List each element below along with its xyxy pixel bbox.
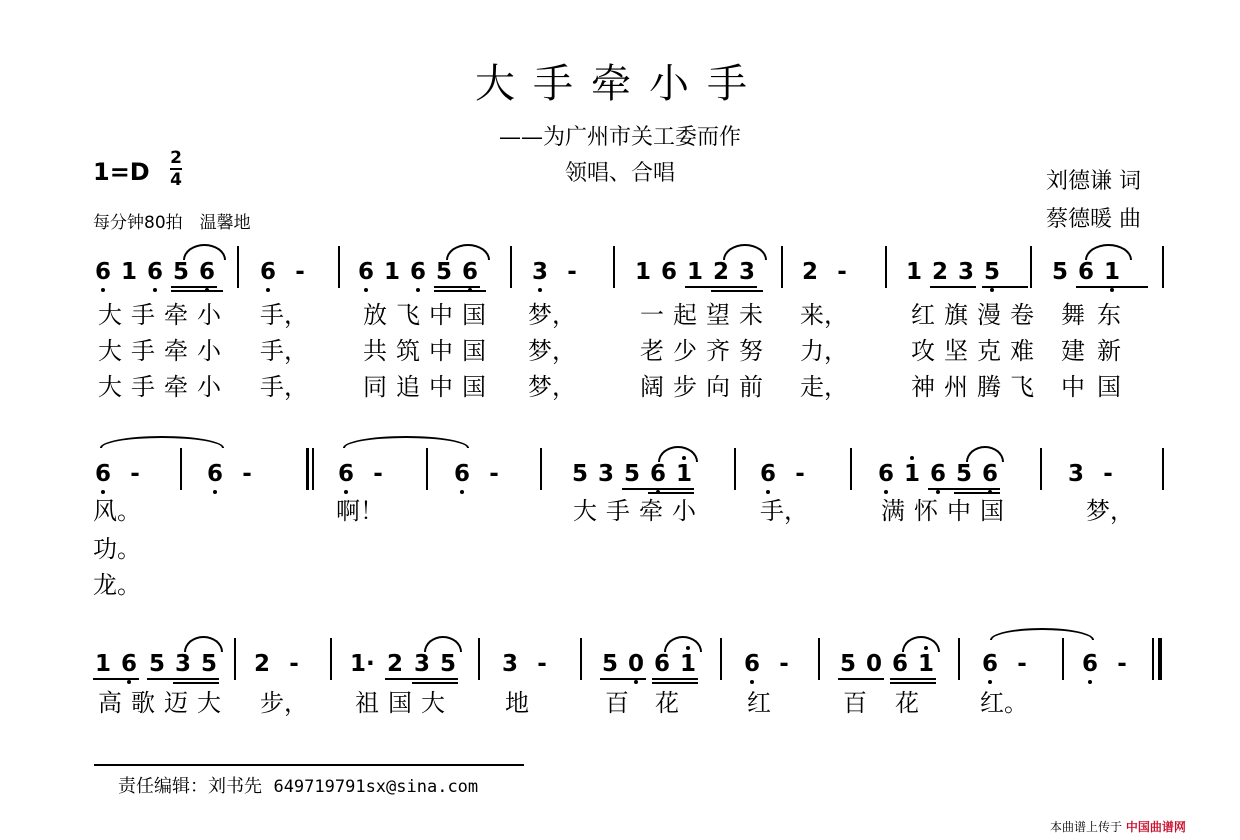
lyric-char: 花 — [895, 689, 919, 717]
lyric-char: 红 — [747, 689, 771, 717]
beam — [1076, 286, 1148, 288]
note: - — [1017, 651, 1027, 677]
lyric-char: 同 — [363, 373, 387, 401]
note: - — [373, 461, 383, 487]
lyric-char: 大 — [98, 337, 122, 365]
lyric-char: 一 — [640, 301, 664, 329]
note: 0 — [627, 651, 644, 677]
note: 6 — [1081, 651, 1098, 677]
lyric-char: 州 — [944, 373, 968, 401]
note: 6 — [120, 651, 137, 677]
lyric-char: 国 — [462, 373, 486, 401]
barline — [1040, 448, 1042, 490]
note: 6 — [259, 259, 276, 285]
barline — [885, 246, 887, 288]
slur — [446, 244, 490, 260]
note: 6 — [206, 461, 223, 487]
note: 5 — [1051, 259, 1068, 285]
lyric-char: 漫 — [977, 301, 1001, 329]
note: - — [567, 259, 577, 285]
note: 6 — [409, 259, 426, 285]
note: 1 — [120, 259, 137, 285]
lyric-char: 手 — [131, 301, 155, 329]
barline — [330, 638, 332, 680]
lyric-char: 高 — [98, 689, 122, 717]
note: 1 — [679, 651, 696, 677]
lyric-char: 新 — [1097, 337, 1121, 365]
beam — [890, 678, 936, 680]
note: 5 — [172, 259, 189, 285]
note: - — [130, 461, 140, 487]
beam — [954, 492, 1000, 494]
lyric-char: 牵 — [639, 497, 663, 525]
tempo-marking: 每分钟80拍 温馨地 — [93, 213, 251, 233]
note: 5 — [439, 651, 456, 677]
note: 6 — [146, 259, 163, 285]
note: 6 — [981, 651, 998, 677]
slur — [100, 436, 224, 448]
note: 5 — [435, 259, 452, 285]
slur — [1085, 244, 1132, 260]
lyric-char: 小 — [197, 337, 221, 365]
lyric-char: 牵 — [164, 337, 188, 365]
lyric-char: 追 — [396, 373, 420, 401]
note: 2 — [931, 259, 948, 285]
note: - — [242, 461, 252, 487]
lyric-char: 国 — [388, 689, 412, 717]
note: 2 — [386, 651, 403, 677]
beam — [890, 682, 936, 684]
barline — [1162, 448, 1164, 490]
slur — [343, 436, 469, 448]
barline — [426, 448, 428, 490]
lyric-char: 力， — [800, 337, 848, 365]
lyric-char: 祖 — [355, 689, 379, 717]
beam — [711, 290, 763, 292]
note: 6 — [653, 651, 670, 677]
lyric-char: 难 — [1010, 337, 1034, 365]
beam — [648, 492, 694, 494]
final-barline — [1152, 638, 1154, 680]
lyric-char: 东 — [1097, 301, 1121, 329]
note: 5 — [148, 651, 165, 677]
lyric-char: 手 — [131, 337, 155, 365]
note: 6 — [649, 461, 666, 487]
lyric-char: 龙。 — [93, 571, 141, 599]
lyric-char: 中 — [947, 497, 971, 525]
lyric-char: 手， — [760, 497, 808, 525]
note: 3 — [1067, 461, 1084, 487]
note: 2 — [712, 259, 729, 285]
note: 6 — [357, 259, 374, 285]
lyric-char: 怀 — [914, 497, 938, 525]
note: 6 — [461, 259, 478, 285]
lyric-char: 百 — [843, 689, 867, 717]
note: 6 — [759, 461, 776, 487]
beam — [685, 286, 757, 288]
lyric-char: 坚 — [944, 337, 968, 365]
note: 1 — [94, 651, 111, 677]
performance-form: 领唱、合唱 — [564, 161, 675, 186]
lyric-char: 风。 — [93, 497, 141, 525]
lyric-char: 手 — [131, 373, 155, 401]
lyric-char: 梦， — [528, 301, 576, 329]
lyric-char: 腾 — [977, 373, 1001, 401]
lyric-char: 中 — [429, 337, 453, 365]
barline — [338, 246, 340, 288]
beam — [173, 682, 219, 684]
note: 5 — [571, 461, 588, 487]
barline — [781, 246, 783, 288]
barline — [958, 638, 960, 680]
lyric-char: 牵 — [164, 301, 188, 329]
lyric-char: 小 — [197, 301, 221, 329]
barline — [180, 448, 182, 490]
barline — [478, 638, 480, 680]
site-logo: 中国曲谱网 — [1125, 820, 1186, 834]
lyric-char: 建 — [1061, 337, 1085, 365]
editor-email: 649719791sx@sina.com — [273, 777, 479, 797]
note: 2 — [801, 259, 818, 285]
lyric-char: 大 — [197, 689, 221, 717]
barline — [613, 246, 615, 288]
slur — [723, 244, 767, 260]
lyric-char: 来， — [800, 301, 848, 329]
lyric-char: 阔 — [640, 373, 664, 401]
lyric-char: 筑 — [396, 337, 420, 365]
note: 6 — [453, 461, 470, 487]
lyric-char: 走， — [800, 373, 848, 401]
beam — [930, 286, 976, 288]
note: - — [295, 259, 305, 285]
editor-label: 责任编辑：刘书先 — [118, 776, 262, 797]
lyric-char: 步， — [260, 689, 308, 717]
lyricist-credit: 刘德谦 词 — [1046, 169, 1141, 194]
lyric-char: 前 — [739, 373, 763, 401]
lyric-char: 起 — [673, 301, 697, 329]
lyric-char: 向 — [706, 373, 730, 401]
lyric-char: 手 — [606, 497, 630, 525]
note: 3 — [501, 651, 518, 677]
lyric-char: 手， — [260, 337, 308, 365]
lyric-char: 国 — [980, 497, 1004, 525]
note: 1 — [1103, 259, 1120, 285]
lyric-char: 国 — [1097, 373, 1121, 401]
slur — [424, 636, 462, 652]
slur — [664, 636, 702, 652]
time-signature — [168, 148, 184, 190]
beam — [93, 678, 139, 680]
note: 1 — [383, 259, 400, 285]
barline — [540, 448, 542, 490]
lyric-char: 梦， — [1086, 497, 1134, 525]
slur — [902, 636, 940, 652]
lyric-char: 中 — [429, 373, 453, 401]
editor-credit — [118, 772, 478, 798]
beam — [652, 682, 698, 684]
barline — [1162, 246, 1164, 288]
lyric-char: 啊！ — [336, 497, 384, 525]
barline — [818, 638, 820, 680]
note: 2 — [253, 651, 270, 677]
lyric-char: 齐 — [706, 337, 730, 365]
barline — [850, 448, 852, 490]
note: 5 — [839, 651, 856, 677]
lyric-char: 牵 — [164, 373, 188, 401]
note: - — [1117, 651, 1127, 677]
barline — [234, 638, 236, 680]
lyric-char: 中 — [1061, 373, 1085, 401]
lyric-char: 红。 — [980, 689, 1028, 717]
lyric-char: 步 — [673, 373, 697, 401]
note: 1 — [917, 651, 934, 677]
note: 5 — [623, 461, 640, 487]
beam — [434, 286, 480, 288]
lyric-char: 国 — [462, 301, 486, 329]
note: 6 — [198, 259, 215, 285]
beam — [412, 682, 458, 684]
note: 6 — [94, 259, 111, 285]
time-signature-bottom: 4 — [170, 170, 182, 190]
note: 1 — [903, 461, 920, 487]
note: 6 — [660, 259, 677, 285]
barline — [237, 246, 239, 288]
beam — [928, 488, 1000, 490]
lyric-char: 手， — [260, 373, 308, 401]
lyric-char: 努 — [739, 337, 763, 365]
lyric-char: 飞 — [396, 301, 420, 329]
lyric-char: 功。 — [93, 535, 141, 563]
lyric-char: 满 — [881, 497, 905, 525]
composer-credit: 蔡德暖 曲 — [1046, 207, 1141, 232]
lyric-char: 大 — [98, 301, 122, 329]
lyric-char: 共 — [363, 337, 387, 365]
note: 3 — [174, 651, 191, 677]
barline — [1062, 638, 1064, 680]
lyric-char: 地 — [505, 689, 529, 717]
lyric-char: 迈 — [164, 689, 188, 717]
slur — [966, 446, 1004, 462]
beam — [982, 286, 1028, 288]
note: 5 — [983, 259, 1000, 285]
beam — [434, 290, 486, 292]
slur — [184, 636, 223, 652]
beam — [652, 678, 698, 680]
note: 6 — [743, 651, 760, 677]
lyric-char: 老 — [640, 337, 664, 365]
note: 3 — [531, 259, 548, 285]
score-title: 大手牵小手 — [475, 61, 765, 107]
beam — [838, 678, 884, 680]
upload-label: 本曲谱上传于 — [1050, 820, 1123, 834]
lyric-char: 舞 — [1061, 301, 1085, 329]
lyric-char: 歌 — [131, 689, 155, 717]
barline — [510, 246, 512, 288]
lyric-char: 红 — [911, 301, 935, 329]
lyric-char: 百 — [605, 689, 629, 717]
note: 1 — [634, 259, 651, 285]
lyric-char: 大 — [573, 497, 597, 525]
note: 6 — [337, 461, 354, 487]
barline — [734, 448, 736, 490]
lyric-char: 大 — [421, 689, 445, 717]
beam — [600, 678, 646, 680]
lyric-char: 旗 — [944, 301, 968, 329]
beam — [171, 290, 223, 292]
slur — [183, 244, 226, 260]
note: 1 — [905, 259, 922, 285]
lyric-char: 未 — [739, 301, 763, 329]
note: 0 — [865, 651, 882, 677]
lyric-char: 卷 — [1010, 301, 1034, 329]
note: 1 — [686, 259, 703, 285]
upload-credit — [1050, 818, 1186, 835]
note: 5 — [955, 461, 972, 487]
note: 5 — [601, 651, 618, 677]
note: 3 — [413, 651, 430, 677]
note: - — [795, 461, 805, 487]
note: - — [779, 651, 789, 677]
slur — [658, 446, 698, 462]
lyric-char: 梦， — [528, 337, 576, 365]
note: 6 — [94, 461, 111, 487]
note: 6 — [891, 651, 908, 677]
beam — [173, 678, 219, 680]
lyric-char: 国 — [462, 337, 486, 365]
footer-divider — [94, 764, 524, 766]
lyric-char: 小 — [672, 497, 696, 525]
note: - — [289, 651, 299, 677]
score-subtitle: ——为广州市关工委而作 — [498, 125, 741, 150]
lyric-char: 手， — [260, 301, 308, 329]
repeat-barline — [312, 448, 314, 490]
note: 6 — [877, 461, 894, 487]
note: 3 — [738, 259, 755, 285]
lyric-char: 中 — [429, 301, 453, 329]
barline — [720, 638, 722, 680]
note: - — [537, 651, 547, 677]
note: 1· — [350, 651, 375, 677]
note: 5 — [200, 651, 217, 677]
note: 1 — [675, 461, 692, 487]
barline — [580, 638, 582, 680]
note: 6 — [929, 461, 946, 487]
beam — [171, 286, 217, 288]
slur — [990, 628, 1094, 640]
note: - — [489, 461, 499, 487]
lyric-char: 攻 — [911, 337, 935, 365]
lyric-char: 望 — [706, 301, 730, 329]
beam — [412, 678, 458, 680]
lyric-char: 克 — [977, 337, 1001, 365]
note: 3 — [957, 259, 974, 285]
beam — [622, 488, 694, 490]
lyric-char: 少 — [673, 337, 697, 365]
lyric-char: 飞 — [1010, 373, 1034, 401]
lyric-char: 花 — [655, 689, 679, 717]
note: - — [837, 259, 847, 285]
note: - — [1103, 461, 1113, 487]
note: 6 — [981, 461, 998, 487]
lyric-char: 神 — [911, 373, 935, 401]
barline — [1030, 246, 1032, 288]
key-signature: 1=D — [93, 158, 150, 186]
lyric-char: 大 — [98, 373, 122, 401]
lyric-char: 梦， — [528, 373, 576, 401]
repeat-barline — [306, 448, 309, 490]
final-barline — [1158, 638, 1162, 680]
lyric-char: 放 — [363, 301, 387, 329]
time-signature-top: 2 — [170, 148, 182, 168]
note: 6 — [1077, 259, 1094, 285]
lyric-char: 小 — [197, 373, 221, 401]
note: 3 — [597, 461, 614, 487]
